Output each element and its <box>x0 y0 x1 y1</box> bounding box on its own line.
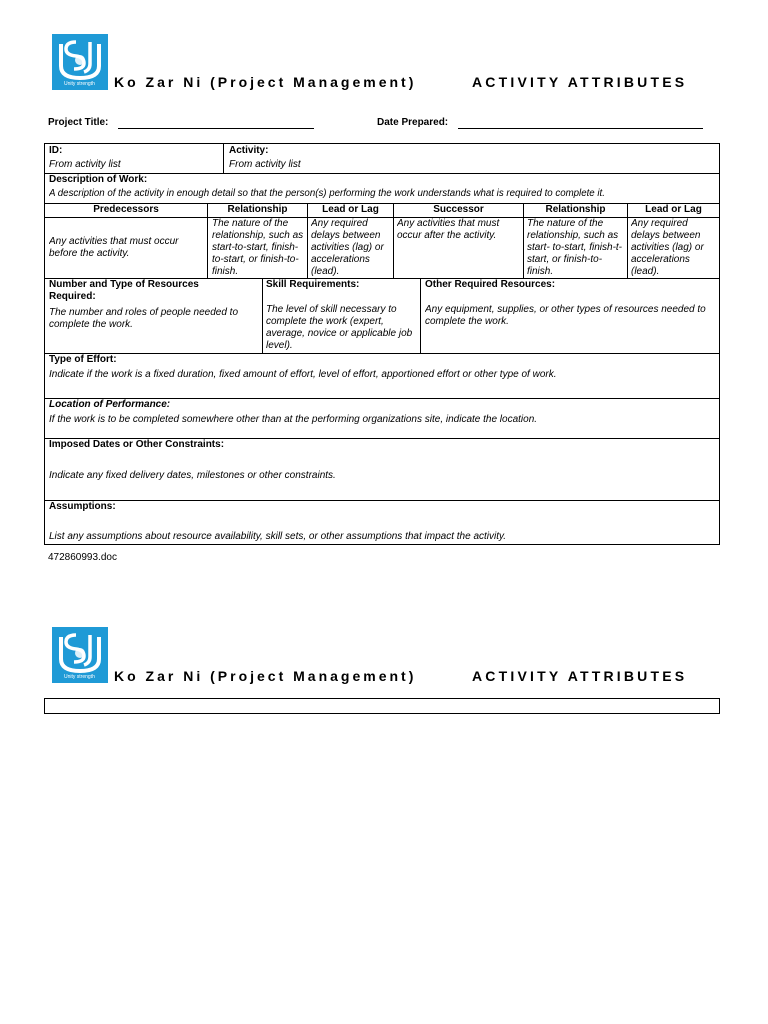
constraints-value[interactable]: Indicate any fixed delivery dates, milestones or other constraints. <box>49 470 336 481</box>
relationship-header-1: Relationship <box>227 204 288 215</box>
activity-label: Activity: <box>229 145 269 156</box>
relationship-value-1[interactable]: The nature of the relationship, such as start-to-start, finish-to-start, or finish-to-finish. <box>212 218 304 277</box>
other-resources-value[interactable]: Any equipment, supplies, or other types of resources needed to complete the work. <box>425 304 706 327</box>
description-value[interactable]: A description of the activity in enough detail so that the person(s) performing the work understands what is required to complete it. <box>49 188 605 199</box>
project-title-label: Project Title: <box>48 117 109 128</box>
file-name: 472860993.doc <box>48 552 117 563</box>
skill-requirements-label: Skill Requirements: <box>266 279 360 290</box>
company-logo <box>52 34 108 90</box>
successor-header: Successor <box>433 204 484 215</box>
type-of-effort-label: Type of Effort: <box>49 354 117 365</box>
organization-name: Ko Zar Ni (Project Management) <box>114 74 417 90</box>
description-label: Description of Work: <box>49 174 148 185</box>
location-value[interactable]: If the work is to be completed somewhere other than at the performing organizations site, indicate the location. <box>49 414 538 425</box>
page-2-form-box <box>44 698 720 714</box>
id-label: ID: <box>49 145 63 156</box>
company-logo-page-2 <box>52 627 108 683</box>
document-title-page-2: ACTIVITY ATTRIBUTES <box>472 668 688 684</box>
successor-value[interactable]: Any activities that must occur after the activity. <box>397 218 500 241</box>
skill-requirements-value[interactable]: The level of skill necessary to complete the work (expert, average, novice or applicable job level). <box>266 304 413 351</box>
lead-lag-header-2: Lead or Lag <box>645 204 702 215</box>
lead-lag-header-1: Lead or Lag <box>322 204 379 215</box>
resources-label: Number and Type of Resources Required: <box>49 279 199 302</box>
organization-name-page-2: Ko Zar Ni (Project Management) <box>114 668 417 684</box>
predecessors-value[interactable]: Any activities that must occur before the activity. <box>49 236 179 259</box>
id-value[interactable]: From activity list <box>49 159 121 170</box>
relationship-header-2: Relationship <box>545 204 606 215</box>
other-resources-label: Other Required Resources: <box>425 279 556 290</box>
date-prepared-label: Date Prepared: <box>377 117 449 128</box>
activity-value[interactable]: From activity list <box>229 159 301 170</box>
assumptions-value[interactable]: List any assumptions about resource availability, skill sets, or other assumptions that impact the activity. <box>49 531 507 542</box>
assumptions-label: Assumptions: <box>49 501 116 512</box>
document-title: ACTIVITY ATTRIBUTES <box>472 74 688 90</box>
type-of-effort-value[interactable]: Indicate if the work is a fixed duration, fixed amount of effort, level of effort, apportioned effort or other type of work. <box>49 369 557 380</box>
resources-value[interactable]: The number and roles of people needed to complete the work. <box>49 307 239 330</box>
lead-lag-value-2[interactable]: Any required delays between activities (lag) or accelerations (lead). <box>631 218 704 277</box>
location-label: Location of Performance: <box>49 399 171 410</box>
predecessors-header: Predecessors <box>93 204 159 215</box>
relationship-value-2[interactable]: The nature of the relationship, such as start- to-start, finish-t-start, or finish-to-finish. <box>527 218 623 277</box>
logo-tagline-page-2: Unity strength <box>64 674 95 680</box>
date-prepared-field[interactable] <box>458 128 703 129</box>
project-title-field[interactable] <box>118 128 314 129</box>
activity-attributes-form <box>44 143 720 545</box>
constraints-label: Imposed Dates or Other Constraints: <box>49 439 225 450</box>
logo-tagline: Unity strength <box>64 81 95 87</box>
lead-lag-value-1[interactable]: Any required delays between activities (lag) or accelerations (lead). <box>311 218 384 277</box>
